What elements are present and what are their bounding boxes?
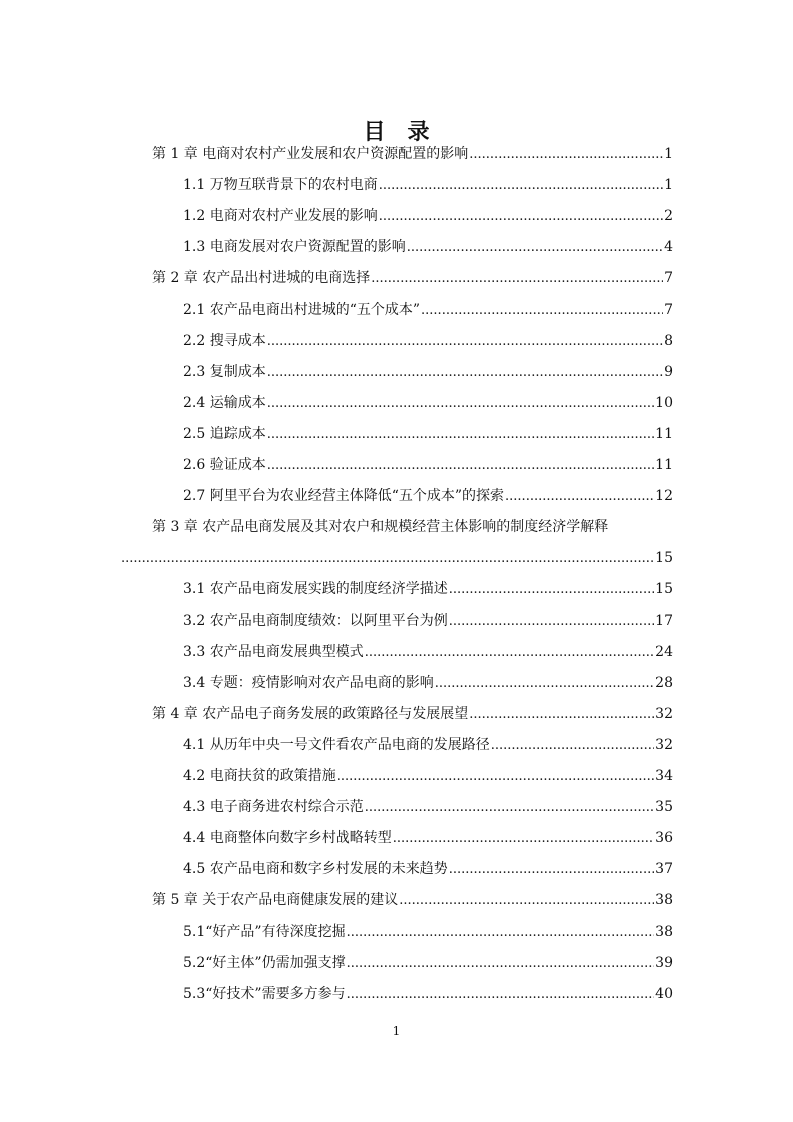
toc-entry [183, 979, 673, 1010]
toc-entry [183, 357, 673, 388]
toc-entry [183, 792, 673, 823]
toc-entry-page: 32 [655, 736, 673, 753]
toc-leader-dots [435, 668, 654, 699]
toc-leader-dots [379, 170, 663, 201]
toc-entry [183, 917, 673, 948]
toc-entry-title: 第 2 章 农产品出村进城的电商选择 [152, 270, 371, 287]
toc-entry [152, 139, 673, 170]
toc-entry-title: 4.3 电子商务进农村综合示范 [183, 799, 364, 816]
toc-leader-dots [267, 419, 654, 450]
toc-leader-dots [399, 885, 654, 916]
toc-entry-title: 2.3 复制成本 [183, 363, 266, 380]
toc-entry [152, 512, 682, 543]
toc-entry [183, 574, 673, 605]
toc-entry-page: 35 [655, 799, 673, 816]
toc-entry-page: 11 [655, 457, 673, 473]
toc-entry-page: 7 [664, 301, 673, 318]
toc-entry-title: 2.5 追踪成本 [183, 425, 266, 442]
toc-leader-dots [347, 948, 655, 979]
toc-leader-dots [379, 201, 663, 232]
toc-title-char-2: 录 [407, 118, 430, 145]
toc-entry-title: 5.2“好主体”仍需加强支撑 [183, 954, 346, 971]
toc-entry-title: 4.2 电商扶贫的政策措施 [183, 768, 336, 784]
toc-entry [183, 326, 673, 357]
toc-entry-title: 第 3 章 农产品电商发展及其对农户和规模经营主体影响的制度经济学解释 [152, 519, 609, 536]
toc-entry-page: 8 [664, 332, 673, 349]
toc-entry-title: 第 1 章 电商对农村产业发展和农户资源配置的影响 [152, 146, 469, 162]
toc-entry-page: 38 [655, 892, 673, 909]
toc-entry-title: 2.1 农产品电商出村进城的“五个成本” [183, 301, 421, 318]
toc-entry-page: 7 [664, 270, 673, 287]
toc-entry-title: 2.4 运输成本 [183, 394, 266, 411]
toc-entry-title: 3.1 农产品电商发展实践的制度经济学描述 [183, 581, 448, 598]
toc-entry-title: 2.6 验证成本 [183, 457, 266, 473]
toc-entry-page: 4 [664, 239, 673, 256]
toc-leader-dots [365, 637, 654, 668]
toc-leader-dots [393, 823, 654, 854]
toc-entry-page: 24 [655, 643, 673, 660]
toc-entry-page: 1 [664, 146, 673, 162]
toc-leader-dots [469, 139, 663, 170]
toc-entry-page: 28 [655, 674, 673, 691]
toc-leader-dots [505, 481, 654, 512]
toc-entry-page: 12 [655, 488, 673, 505]
toc-entry [183, 201, 673, 232]
toc-entry-title: 第 4 章 农产品电子商务发展的政策路径与发展展望 [152, 705, 469, 722]
toc-entry-page: 40 [655, 985, 673, 1002]
toc-leader-dots [267, 357, 663, 388]
toc-entry-page: 34 [655, 768, 673, 784]
toc-leader-dots [469, 699, 654, 730]
toc-entry [183, 481, 673, 512]
toc-entry [152, 699, 673, 730]
toc-entry [183, 295, 673, 326]
toc-entry-page: 36 [655, 830, 673, 847]
toc-entry-title: 3.2 农产品电商制度绩效：以阿里平台为例 [183, 612, 448, 629]
toc-leader-dots [267, 326, 663, 357]
toc-entry [183, 730, 673, 761]
toc-leader-dots [121, 543, 654, 574]
toc-entry-title: 3.4 专题：疫情影响对农产品电商的影响 [183, 674, 434, 691]
toc-entry-title: 5.1“好产品”有待深度挖掘 [183, 923, 346, 940]
toc-entry-title: 第 5 章 关于农产品电商健康发展的建议 [152, 892, 399, 909]
toc-entry-title: 2.7 阿里平台为农业经营主体降低“五个成本”的探索 [183, 488, 505, 505]
toc-leader-dots [337, 761, 654, 792]
toc-title-char-1: 目 [363, 118, 386, 145]
toc-entry [183, 948, 673, 979]
toc-leader-dots [449, 606, 654, 637]
toc-entry-page: 9 [664, 363, 673, 380]
toc-entry [183, 854, 673, 885]
toc-leader-dots [407, 232, 663, 263]
toc-entry-title: 4.1 从历年中央一号文件看农产品电商的发展路径 [183, 736, 490, 753]
toc-entry [183, 450, 673, 481]
toc-entry-page: 15 [655, 550, 673, 567]
toc-leader-dots [491, 730, 654, 761]
toc-leader-dots [449, 854, 654, 885]
toc-entry-page: 11 [655, 425, 673, 442]
toc-leader-dots [421, 295, 663, 326]
toc-entry-title: 1.2 电商对农村产业发展的影响 [183, 208, 378, 225]
toc-entry-title: 4.5 农产品电商和数字乡村发展的未来趋势 [183, 861, 448, 878]
toc-entry-title: 1.1 万物互联背景下的农村电商 [183, 177, 378, 194]
toc-entry-page: 17 [655, 612, 673, 629]
toc-entry-page: 39 [655, 954, 673, 971]
toc-leader-dots [371, 263, 663, 294]
toc-entry [152, 263, 673, 294]
toc-leader-dots [365, 792, 654, 823]
toc-entry [183, 761, 673, 792]
toc-entry-title: 4.4 电商整体向数字乡村战略转型 [183, 830, 392, 847]
toc-entry [183, 419, 673, 450]
toc-entry [183, 170, 673, 201]
toc-entry [183, 637, 673, 668]
toc-entry-page: 1 [664, 177, 673, 194]
toc-entry-page: 2 [664, 208, 673, 225]
toc-leader-dots [347, 979, 655, 1010]
toc-entry-page: 38 [655, 923, 673, 940]
toc-entry-page: 37 [655, 861, 673, 878]
toc-leader-dots [267, 450, 654, 481]
page-number: 1 [392, 1024, 401, 1038]
toc-entry [183, 823, 673, 854]
toc-entry [183, 606, 673, 637]
toc-leader-dots [267, 388, 654, 419]
toc-entry [183, 232, 673, 263]
toc-entry-title: 3.3 农产品电商发展典型模式 [183, 643, 364, 660]
toc-entry [183, 668, 673, 699]
toc-entry [152, 885, 673, 916]
toc-entry-title: 2.2 搜寻成本 [183, 332, 266, 349]
toc-leader-dots [347, 917, 655, 948]
toc-leader-dots [449, 574, 654, 605]
toc-entry [120, 543, 673, 574]
toc-entry [183, 388, 673, 419]
toc-entry-page: 15 [655, 581, 673, 598]
toc-entry-page: 10 [655, 394, 673, 411]
toc-entry-title: 1.3 电商发展对农户资源配置的影响 [183, 239, 406, 256]
toc-entry-title: 5.3“好技术”需要多方参与 [183, 985, 346, 1002]
toc-entry-page: 32 [655, 705, 673, 722]
